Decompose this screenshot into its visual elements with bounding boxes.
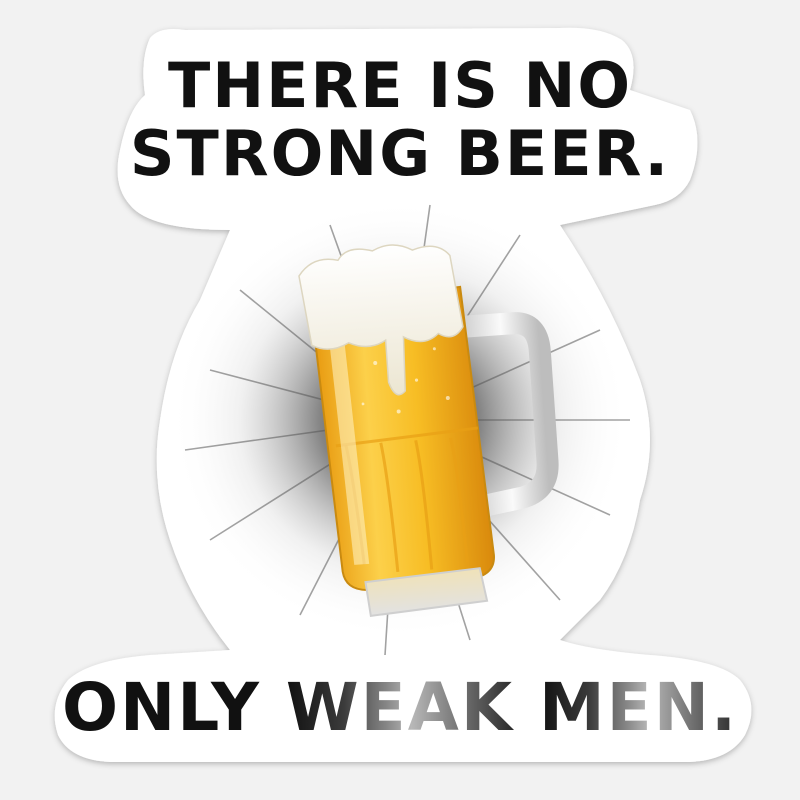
headline-top-line1: THERE IS NO bbox=[167, 49, 633, 122]
headline-top bbox=[0, 49, 800, 190]
headline-word-weak: WEAK bbox=[285, 669, 514, 746]
headline-word-only: ONLY bbox=[61, 669, 261, 746]
headline-top-line2: STRONG BEER. bbox=[129, 117, 671, 190]
headline-word-men: MEN. bbox=[538, 669, 739, 746]
headline-bottom bbox=[0, 669, 800, 746]
